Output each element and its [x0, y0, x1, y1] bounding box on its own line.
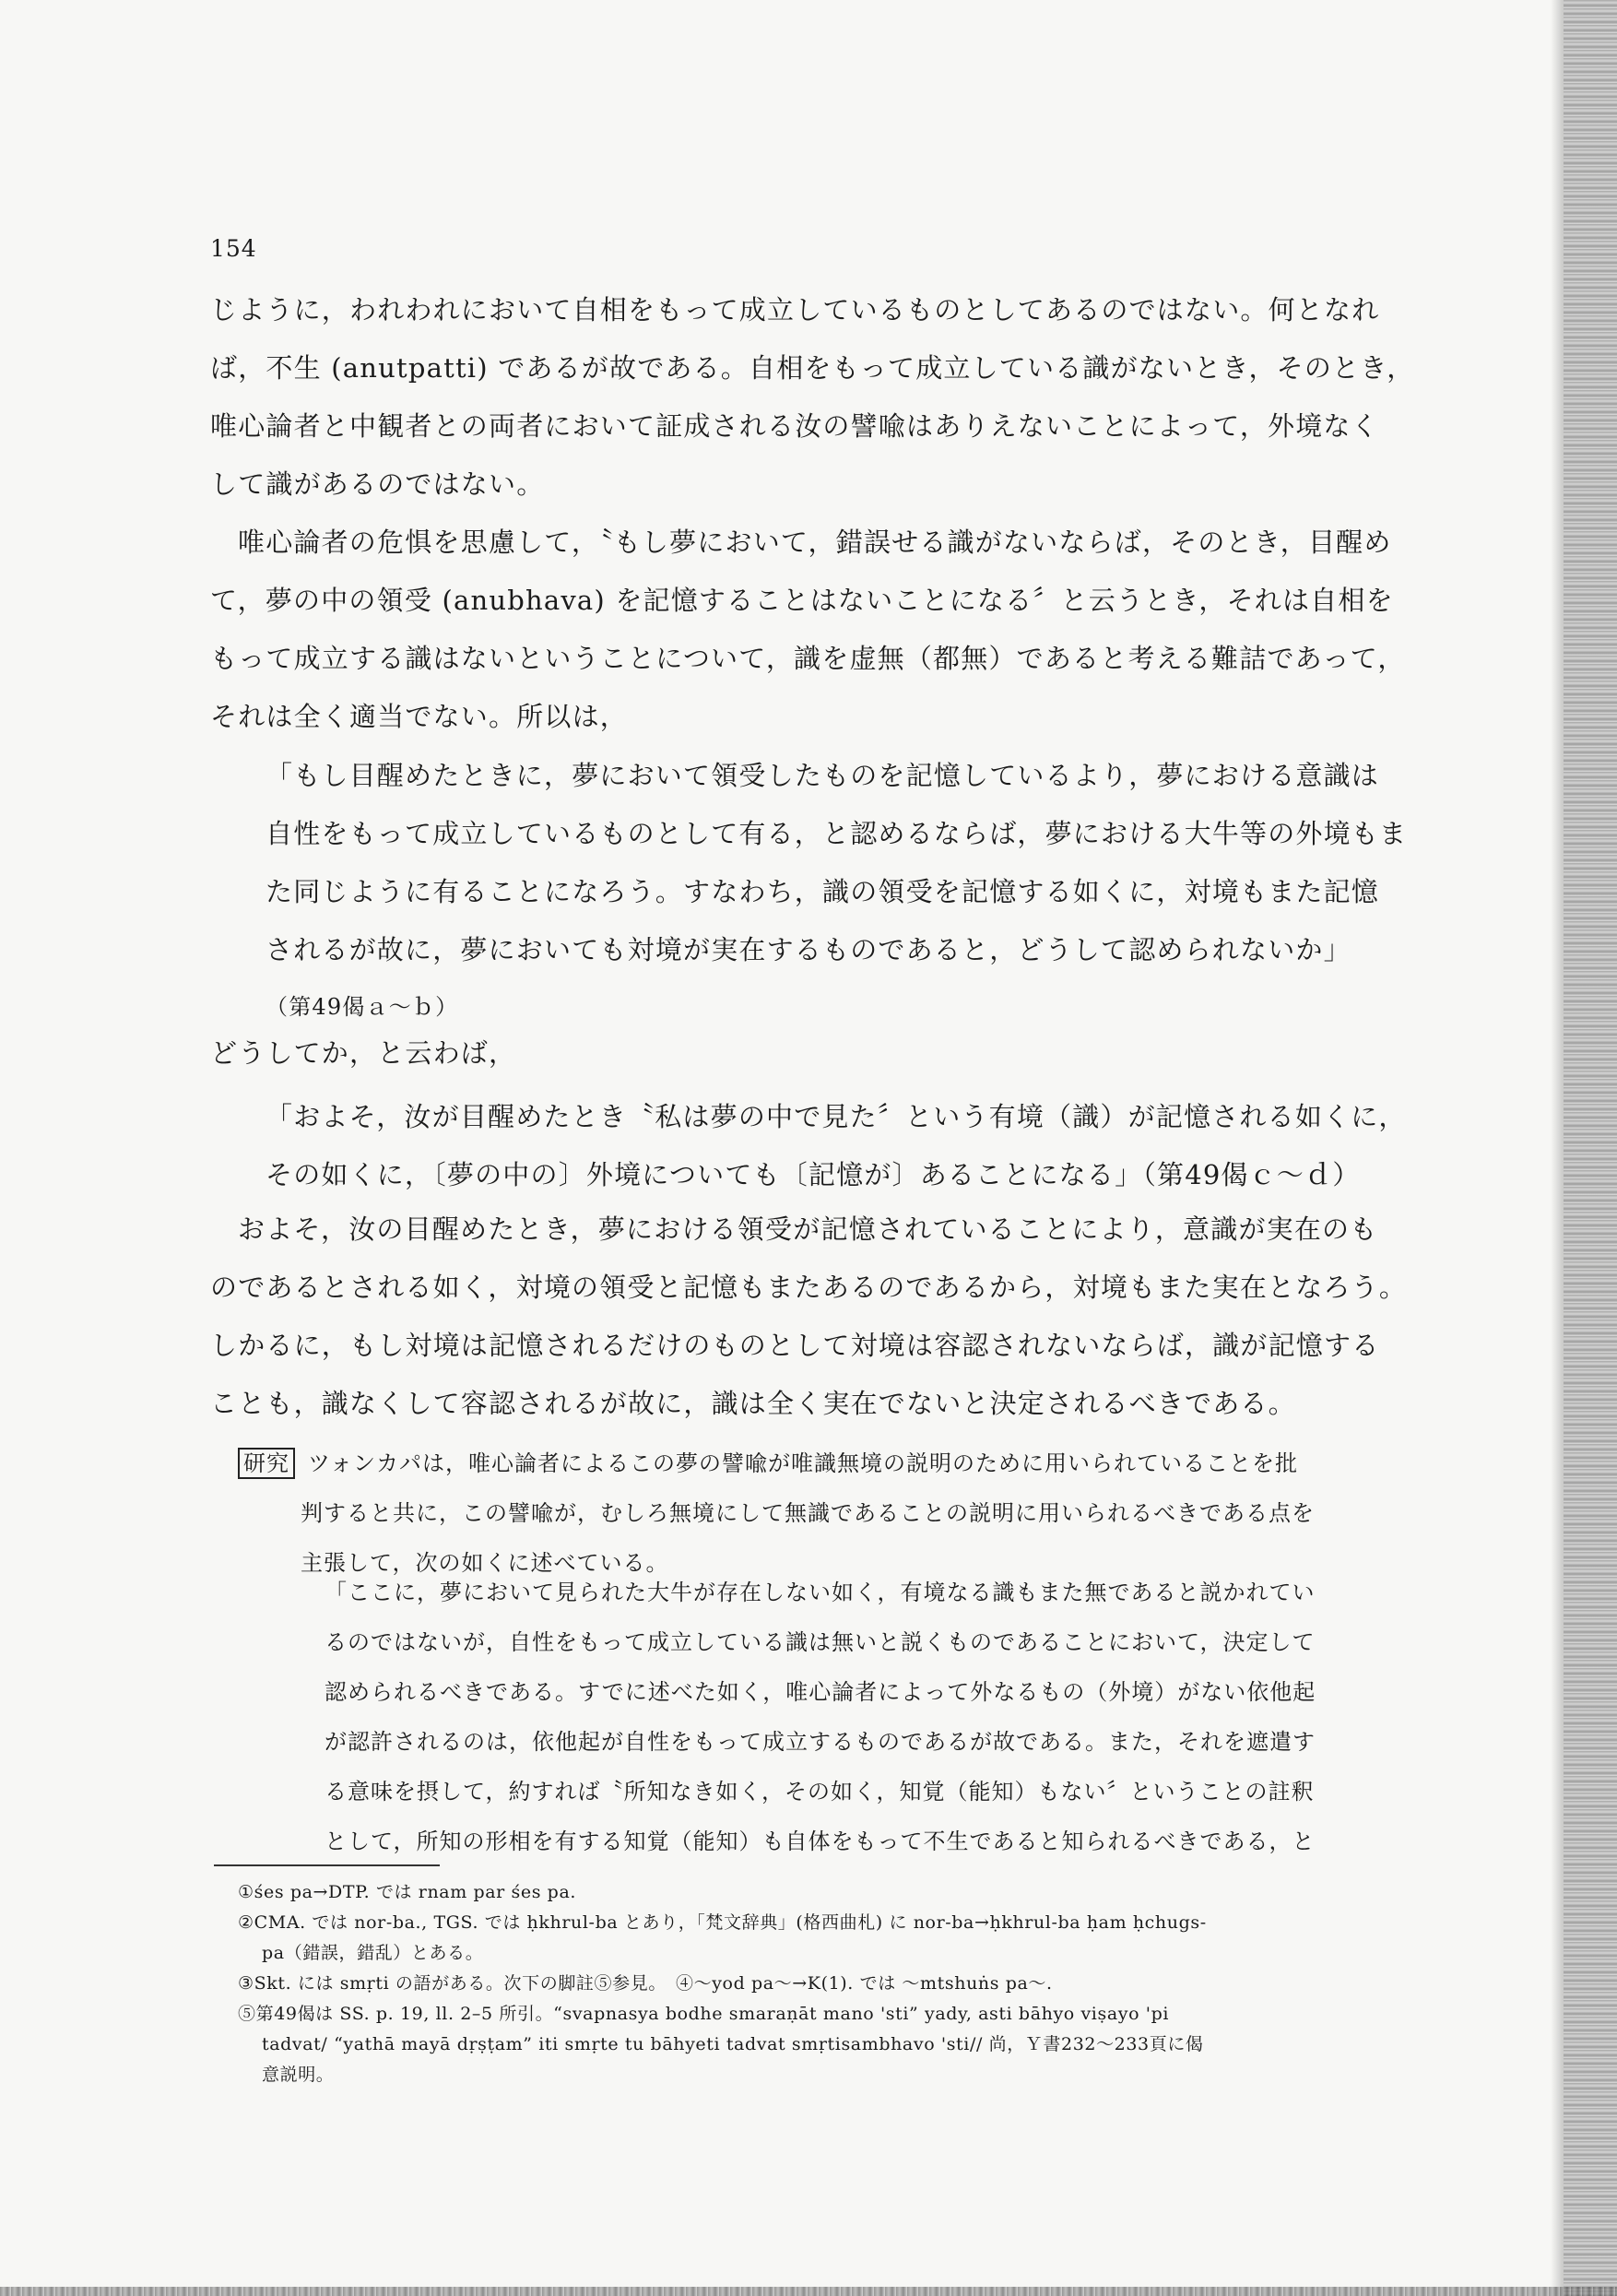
- text-line: じように，われわれにおいて自相をもって成立しているものとしてあるのではない。何となれ: [210, 294, 1380, 325]
- text-line: [238, 1438, 1315, 1488]
- text-line: 自性をもって成立しているものとして有る，と認めるならば，夢における大牛等の外境もま: [266, 818, 1408, 849]
- text-line: ことも，識なくして容認されるが故に，識は全く実在でないと決定されるべきである。: [210, 1388, 1296, 1419]
- text-line: た同じように有ることになろう。すなわち，識の領受を記憶する如くに，対境もまた記憶: [266, 876, 1380, 907]
- text-line: 「ここに，夢において見られた大牛が存在しない如く，有境なる識もまた無であると説かれてい: [325, 1580, 1316, 1605]
- text-line: その如くに，〔夢の中の〕外境についても〔記憶が〕あることになる」（第49偈ｃ～ｄ）: [266, 1159, 1361, 1190]
- text-line: 認められるべきである。すでに述べた如く，唯心論者によって外なるもの（外境）がない依他起: [325, 1679, 1316, 1705]
- research-section: [238, 1438, 1315, 1588]
- footnote: ①śes pa→DTP. では rnam par śes pa.: [238, 1882, 577, 1902]
- research-quote-block: [325, 1568, 1316, 1866]
- main-text-paragraph-1: [210, 281, 1414, 514]
- footnote: ⑤第49偈は SS. p. 19, ll. 2–5 所引。“svapnasya bodhe smaraṇāt mano 'sti” yady, asti bāhyo viṣayo 'pi: [238, 2004, 1170, 2024]
- footnote: tadvat/ “yathā mayā dṛṣṭam” iti smṛte tu bāhyeti tadvat smṛtisambhavo 'sti// 尚，Ｙ書232～233頁に偈: [262, 2034, 1204, 2054]
- footnote-rule: [214, 1864, 440, 1866]
- text-line: て，夢の中の領受 (anubhava) を記憶することはないことになる〞と云うとき，それは自相を: [210, 585, 1394, 616]
- main-text-paragraph-2: [210, 514, 1406, 746]
- main-text-paragraph-4: [210, 1201, 1408, 1433]
- scan-bottom-edge: [0, 2287, 1617, 2296]
- footnote: 意説明。: [262, 2065, 335, 2085]
- text-line: 判すると共に，この譬喩が，むしろ無境にして無識であることの説明に用いられるべきである点を: [301, 1500, 1315, 1526]
- text-line: されるが故に，夢においても対境が実在するものであると，どうして認められないか」: [266, 934, 1351, 965]
- text-line: およそ，汝の目醒めたとき，夢における領受が記憶されていることにより，意識が実在のも: [238, 1213, 1378, 1245]
- text-line: として，所知の形相を有する知覚（能知）も自体をもって不生であると知られるべきである，と: [325, 1829, 1316, 1854]
- footnote: ③Skt. には smṛti の語がある。次下の脚註⑤参見。 ④～yod pa～→K(1). では ～mtshuṅs pa～.: [238, 1973, 1053, 1994]
- text-line: して識があるのではない。: [210, 468, 545, 500]
- footnote: ②CMA. では nor-ba., TGS. では ḥkhrul-ba とあり，「梵文辞典」(格西曲札) に nor-ba→ḥkhrul-ba ḥam ḥchugs-: [238, 1912, 1207, 1933]
- quote-block-2: [266, 1088, 1407, 1204]
- research-tag: 研究: [238, 1448, 295, 1479]
- text-line: が認許されるのは，依他起が自性をもって成立するものであるが故である。また，それを遮遣す: [325, 1729, 1316, 1755]
- scan-edge-shadow: [1564, 0, 1617, 2296]
- verse-reference: （第49偈ａ～ｂ）: [266, 994, 459, 1020]
- footnotes: [238, 1877, 1207, 2090]
- text-line: 唯心論者の危惧を思慮して，〝もし夢において，錯誤せる識がないならば，そのとき，目醒め: [238, 527, 1392, 558]
- text-line: それは全く適当でない。所以は，: [210, 701, 629, 732]
- main-text-paragraph-3: どうしてか，と云わば，: [210, 1037, 517, 1069]
- page-number: 154: [210, 235, 257, 262]
- text-line: 「およそ，汝が目醒めたとき〝私は夢の中で見た〞という有境（識）が記憶される如くに，: [266, 1101, 1407, 1132]
- text-line: る意味を摂して，約すれば〝所知なき如く，その如く，知覚（能知）もない〞ということの註釈: [325, 1779, 1315, 1805]
- text-line: しかるに，もし対境は記憶されるだけのものとして対境は容認されないならば，識が記憶する: [210, 1330, 1380, 1361]
- quote-block-1: [266, 747, 1407, 979]
- text-line: るのではないが，自性をもって成立している識は無いと説くものであることにおいて，決定して: [325, 1629, 1316, 1655]
- text-line: のであるとされる如く，対境の領受と記憶もまたあるのであるから，対境もまた実在となろう。: [210, 1272, 1408, 1303]
- text-line: 主張して，次の如くに述べている。: [301, 1550, 669, 1576]
- text-line: ば，不生 (anutpatti) であるが故である。自相をもって成立している識がないとき，そのとき，: [210, 352, 1415, 384]
- text-line: もって成立する識はないということについて，識を虚無（都無）であると考える難詰であって，: [210, 643, 1406, 674]
- research-text-line: ツォンカパは，唯心論者によるこの夢の譬喩が唯識無境の説明のために用いられていることを批: [308, 1450, 1299, 1476]
- text-line: 唯心論者と中観者との両者において証成される汝の譬喩はありえないことによって，外境なく: [210, 410, 1379, 442]
- footnote: pa（錯誤，錯乱）とある。: [262, 1943, 484, 1963]
- text-line: 「もし目醒めたときに，夢において領受したものを記憶しているより，夢における意識は: [266, 760, 1380, 791]
